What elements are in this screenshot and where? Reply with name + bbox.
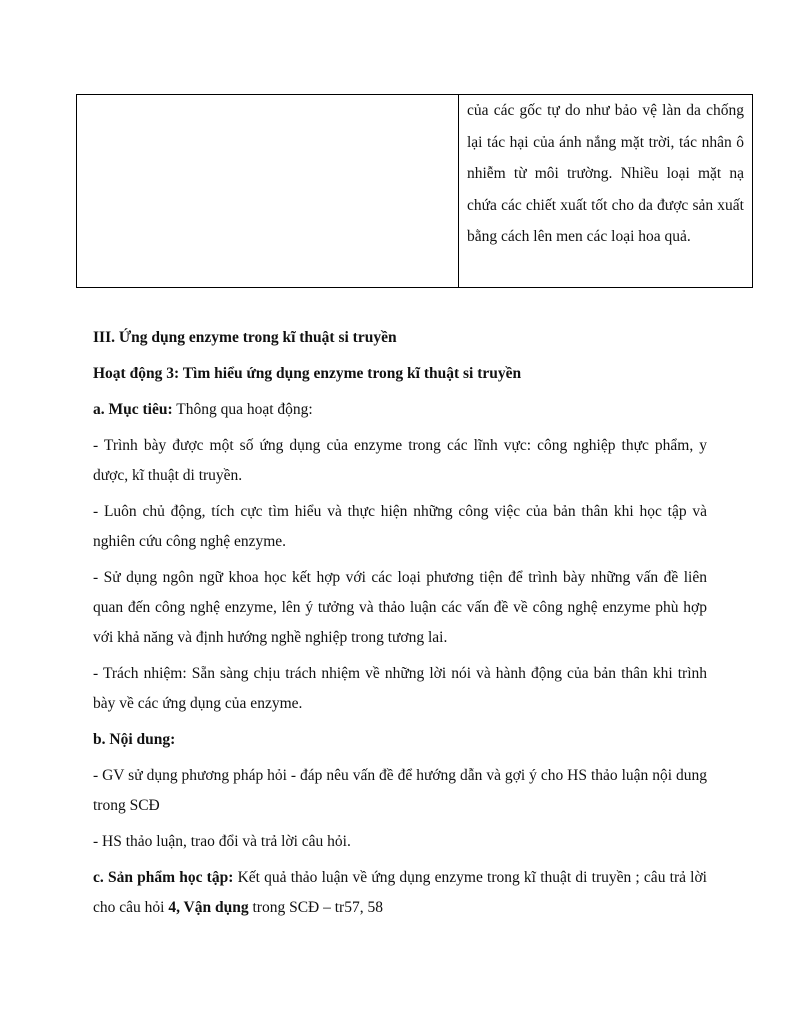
section-title: III. Ứng dụng enzyme trong kĩ thuật si truyền (93, 329, 397, 346)
table-cell-empty (77, 95, 459, 287)
objective-label: a. Mục tiêu: (93, 401, 173, 418)
table-cell-right (459, 95, 752, 287)
product-text-1: Kết quả thảo luận về ứng dụng enzyme trong kĩ thuật di truyền ; câu trả lời cho câu hỏi (93, 869, 707, 916)
objective-item: - Luôn chủ động, tích cực tìm hiểu và thực hiện những công việc của bản thân khi học tập và nghiên cứu công nghệ enzyme. (93, 503, 707, 550)
objective-intro: Thông qua hoạt động: (172, 401, 313, 418)
body-text (93, 323, 707, 929)
objective-item: - Trách nhiệm: Sẵn sàng chịu trách nhiệm về những lời nói và hành động của bản thân khi trình bày về các ứng dụng của enzyme. (93, 665, 707, 712)
table-fragment (76, 94, 753, 288)
content-item: - HS thảo luận, trao đổi và trả lời câu hỏi. (93, 833, 351, 850)
product-bold: 4, Vận dụng (168, 899, 249, 916)
objective-item: - Sử dụng ngôn ngữ khoa học kết hợp với các loại phương tiện để trình bày những vấn đề liên quan đến công nghệ enzyme, lên ý tưởng và thảo luận các vấn đề về công nghệ enzyme phù hợp với khả năng và định hướng nghề nghiệp trong tương lai. (93, 569, 707, 646)
product-text-2: trong SCĐ – tr57, 58 (248, 899, 383, 916)
objective-item: - Trình bày được một số ứng dụng của enzyme trong các lĩnh vực: công nghiệp thực phẩm, y dược, kĩ thuật di truyền. (93, 437, 707, 484)
activity-title: Hoạt động 3: Tìm hiểu ứng dụng enzyme trong kĩ thuật si truyền (93, 365, 522, 382)
product-label: c. Sản phẩm học tập: (93, 869, 234, 886)
objective-line (93, 395, 707, 425)
table-cell-text: của các gốc tự do như bảo vệ làn da chống lại tác hại của ánh nắng mặt trời, tác nhân ô nhiễm từ môi trường. Nhiều loại mặt nạ chứa các chiết xuất tốt cho da được sản xuất bằng cách lên men các loại hoa quả. (467, 102, 744, 245)
content-item: - GV sử dụng phương pháp hỏi - đáp nêu vấn đề để hướng dẫn và gợi ý cho HS thảo luận nội dung trong SCĐ (93, 767, 707, 814)
content-label: b. Nội dung: (93, 731, 176, 748)
product-paragraph (93, 863, 707, 923)
